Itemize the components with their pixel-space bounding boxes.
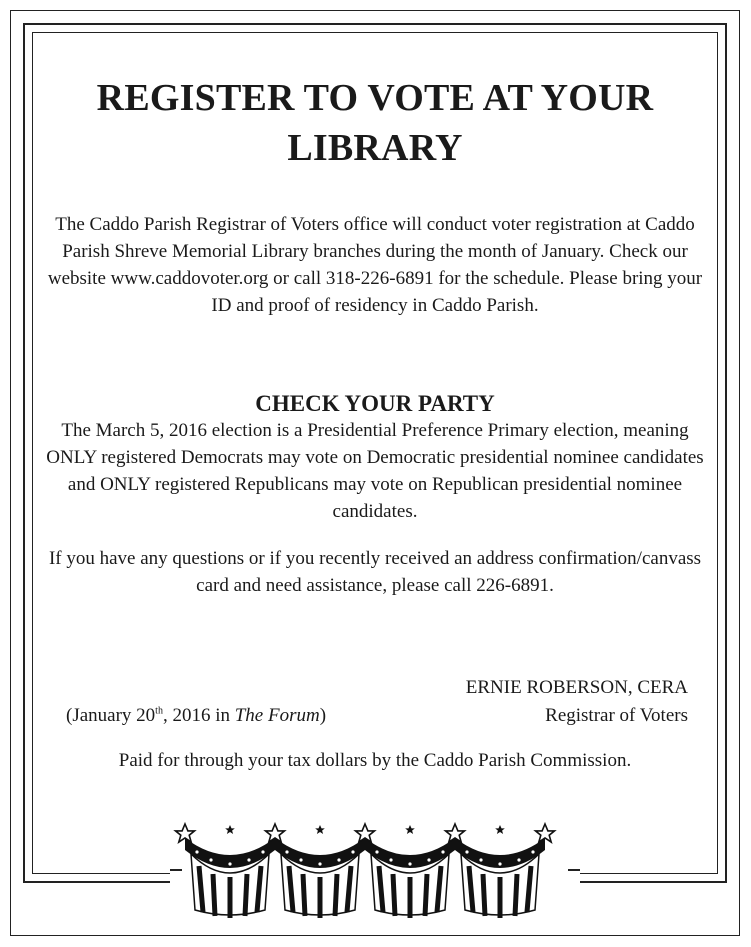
bunting-graphic	[170, 810, 580, 925]
patriotic-bunting-decoration	[170, 810, 580, 925]
paid-notice: Paid for through your tax dollars by the Caddo Parish Commission.	[118, 750, 632, 771]
questions-paragraph: If you have any questions or if you recently received an address confirmation/canvass card and need assistance, please call 226-6891.	[48, 548, 702, 596]
publication-ordinal: th	[155, 705, 163, 717]
publication-middle: , 2016 in	[162, 705, 235, 726]
signature-title: Registrar of Voters	[545, 705, 688, 726]
party-paragraph: The March 5, 2016 election is a Presidential Preference Primary election, meaning ONLY registered Democrats may vote on Democratic presidential nominee candidates and ONLY registered Republicans may vote on Republican presidential nominee candidates.	[46, 420, 704, 522]
publication-prefix: (January 20	[66, 705, 156, 726]
publication-suffix: )	[319, 705, 327, 726]
publication-paper: The Forum	[234, 705, 320, 726]
page-title: REGISTER TO VOTE AT YOUR LIBRARY	[96, 77, 654, 169]
signature-name: ERNIE ROBERSON, CERA	[465, 677, 688, 698]
publication-line	[66, 702, 326, 729]
intro-paragraph: The Caddo Parish Registrar of Voters office will conduct voter registration at Caddo Parish Shreve Memorial Library branches during the month of January. Check our website www.caddovoter.org or call 318-226-6891 for the schedule. Please bring your ID and proof of residency in Caddo Parish.	[47, 214, 703, 316]
party-heading: CHECK YOUR PARTY	[255, 391, 495, 416]
